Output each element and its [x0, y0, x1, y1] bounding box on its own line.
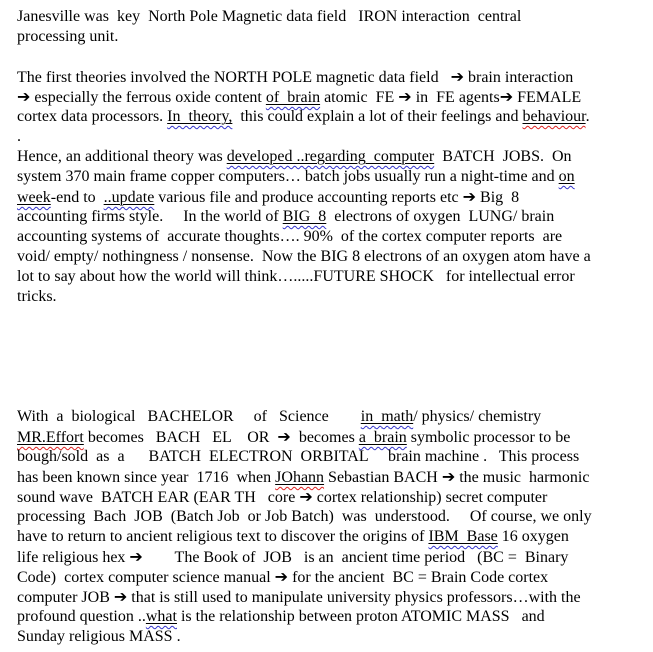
right-arrow-icon: ➔: [499, 87, 514, 106]
text-run: the music harmonic: [455, 469, 590, 486]
text-run: especially the ferrous oxide content: [30, 89, 266, 106]
text-line: [17, 547, 643, 567]
text-line: [17, 187, 643, 207]
text-run: tricks.: [17, 288, 57, 305]
underlined-grammar-flagged-text: [17, 189, 51, 206]
text-run: in FE agents: [411, 89, 500, 106]
para-janesville: [17, 7, 643, 67]
text-run: The Book of JOB is an ancient time period (BC = Binary: [142, 549, 569, 566]
text-run: .: [17, 128, 21, 145]
text-run: becomes BACH EL OR: [83, 429, 278, 446]
text-run: have to return to ancient religious text to discover the origins of: [17, 528, 429, 545]
right-arrow-icon: ➔: [462, 187, 477, 206]
text-run: Big 8: [476, 189, 520, 206]
text-run: Sunday religious MASS .: [17, 628, 181, 645]
blank-line: [17, 327, 643, 347]
text-run: various file and produce accounting reports etc: [154, 189, 463, 206]
underlined-text: week: [17, 189, 51, 206]
text-run: computer JOB: [17, 589, 114, 606]
underlined-grammar-flagged-text: [428, 528, 497, 545]
para-bachelor: [17, 407, 643, 647]
blank-line: [17, 387, 643, 407]
underlined-text: behaviour: [522, 108, 586, 125]
text-run: cortex relationship) secret computer: [312, 489, 548, 506]
text-run: for the ancient BC = Brain Code cortex: [288, 569, 549, 586]
text-run: / physics/ chemistry: [413, 408, 542, 425]
underlined-text: on: [558, 168, 575, 185]
underlined-grammar-flagged-text: [283, 208, 327, 225]
right-arrow-icon: ➔: [277, 427, 291, 446]
underlined-text: a brain: [358, 429, 407, 446]
text-run: Sebastian BACH: [324, 469, 442, 486]
text-line: [17, 267, 643, 287]
text-run: system 370 main frame copper computers… batch jobs usually run a night-time and: [17, 168, 559, 185]
blank-line: [17, 367, 643, 387]
text-line: [17, 607, 643, 627]
text-line: [17, 407, 643, 427]
text-line: [17, 87, 643, 107]
text-run: this could explain a lot of their feelings and: [232, 108, 523, 125]
text-line: [17, 287, 643, 307]
right-arrow-icon: ➔: [450, 67, 464, 86]
text-line: [17, 107, 643, 127]
right-arrow-icon: ➔: [398, 87, 412, 106]
text-run: symbolic processor to be: [406, 429, 571, 446]
text-run: is the relationship between proton ATOMIC MASS and: [176, 608, 545, 625]
text-line: [17, 147, 643, 167]
text-line: [17, 427, 643, 447]
underlined-spelling-flagged-text: [523, 108, 586, 125]
text-line: [17, 67, 643, 87]
text-run: becomes: [290, 429, 359, 446]
para-first-theories: [17, 67, 643, 147]
underlined-text: developed ..regarding computer: [226, 148, 435, 165]
text-run: FEMALE: [513, 89, 582, 106]
text-line: [17, 227, 643, 247]
text-run: accounting firms style. In the world of: [17, 208, 283, 225]
right-arrow-icon: ➔: [441, 467, 456, 486]
text-line: [17, 567, 643, 587]
underlined-text: MR.Effort: [17, 429, 84, 446]
right-arrow-icon: ➔: [299, 487, 313, 506]
underlined-text: of brain: [265, 89, 321, 106]
underlined-grammar-flagged-text: [227, 148, 434, 165]
underlined-text: IBM Base: [428, 528, 498, 545]
right-arrow-icon: ➔: [129, 547, 143, 566]
underlined-text: In theory,: [167, 108, 233, 125]
underlined-text: what: [145, 608, 177, 625]
text-run: electrons of oxygen LUNG/ brain: [326, 208, 555, 225]
text-run: Code) cortex computer science manual: [17, 569, 275, 586]
text-line: [17, 507, 643, 527]
underlined-grammar-flagged-text: [559, 168, 575, 185]
underlined-grammar-flagged-text: [359, 429, 407, 446]
underlined-text: ..update: [103, 189, 155, 206]
underlined-spelling-flagged-text: [275, 469, 324, 486]
text-run: 16 oxygen: [497, 528, 569, 545]
underlined-text: JOhann: [275, 469, 325, 486]
text-line: [17, 7, 643, 27]
underlined-grammar-flagged-text: [146, 608, 177, 625]
text-run: lot to say about how the world will think….....FUTURE SHOCK for intellectual error: [17, 268, 575, 285]
underlined-text: in math: [360, 408, 414, 425]
text-run: profound question ..: [17, 608, 146, 625]
text-line: [17, 587, 643, 607]
text-run: processing unit.: [17, 28, 119, 45]
right-arrow-icon: ➔: [113, 587, 128, 606]
underlined-grammar-flagged-text: [266, 89, 320, 106]
text-run: .: [585, 108, 590, 125]
blank-line: [17, 47, 643, 67]
text-run: brain interaction: [464, 69, 574, 86]
text-line: [17, 127, 643, 147]
underlined-spelling-flagged-text: [17, 429, 84, 446]
underlined-text: BIG 8: [282, 208, 327, 225]
text-run: atomic FE: [320, 89, 399, 106]
text-run: cortex data processors.: [17, 108, 168, 125]
text-line: [17, 627, 643, 647]
text-run: -end to: [50, 189, 104, 206]
text-line: [17, 527, 643, 547]
underlined-grammar-flagged-text: [104, 189, 155, 206]
text-run: accounting systems of accurate thoughts…. 90% of the cortex computer reports are: [17, 228, 563, 245]
blank-line: [17, 307, 643, 327]
text-line: [17, 487, 643, 507]
text-run: life religious hex: [17, 549, 130, 566]
text-line: [17, 247, 643, 267]
text-run: The first theories involved the NORTH POLE magnetic data field: [17, 69, 451, 86]
right-arrow-icon: ➔: [274, 567, 289, 586]
text-run: sound wave BATCH EAR (EAR TH core: [17, 489, 300, 506]
text-run: that is still used to manipulate university physics professors…with the: [127, 589, 581, 606]
text-run: bough/sold as a BATCH ELECTRON ORBITAL brain machine . This process: [17, 448, 580, 465]
para-batch-jobs: [17, 147, 643, 407]
text-line: [17, 447, 643, 467]
text-line: [17, 27, 643, 47]
text-line: [17, 207, 643, 227]
right-arrow-icon: ➔: [17, 87, 31, 106]
text-run: Janesville was key North Pole Magnetic data field IRON interaction central: [17, 8, 522, 25]
text-run: With a biological BACHELOR of Science: [17, 408, 361, 425]
blank-line: [17, 347, 643, 367]
text-run: has been known since year 1716 when: [17, 469, 276, 486]
underlined-grammar-flagged-text: [167, 108, 232, 125]
underlined-grammar-flagged-text: [361, 408, 413, 425]
text-run: void/ empty/ nothingness / nonsense. Now the BIG 8 electrons of an oxygen atom have a: [17, 248, 591, 265]
text-line: [17, 167, 643, 187]
text-run: Hence, an additional theory was: [17, 148, 227, 165]
text-line: [17, 467, 643, 487]
text-run: processing Bach JOB (Batch Job or Job Batch) was understood. Of course, we only: [17, 508, 592, 525]
text-run: BATCH JOBS. On: [434, 148, 572, 165]
